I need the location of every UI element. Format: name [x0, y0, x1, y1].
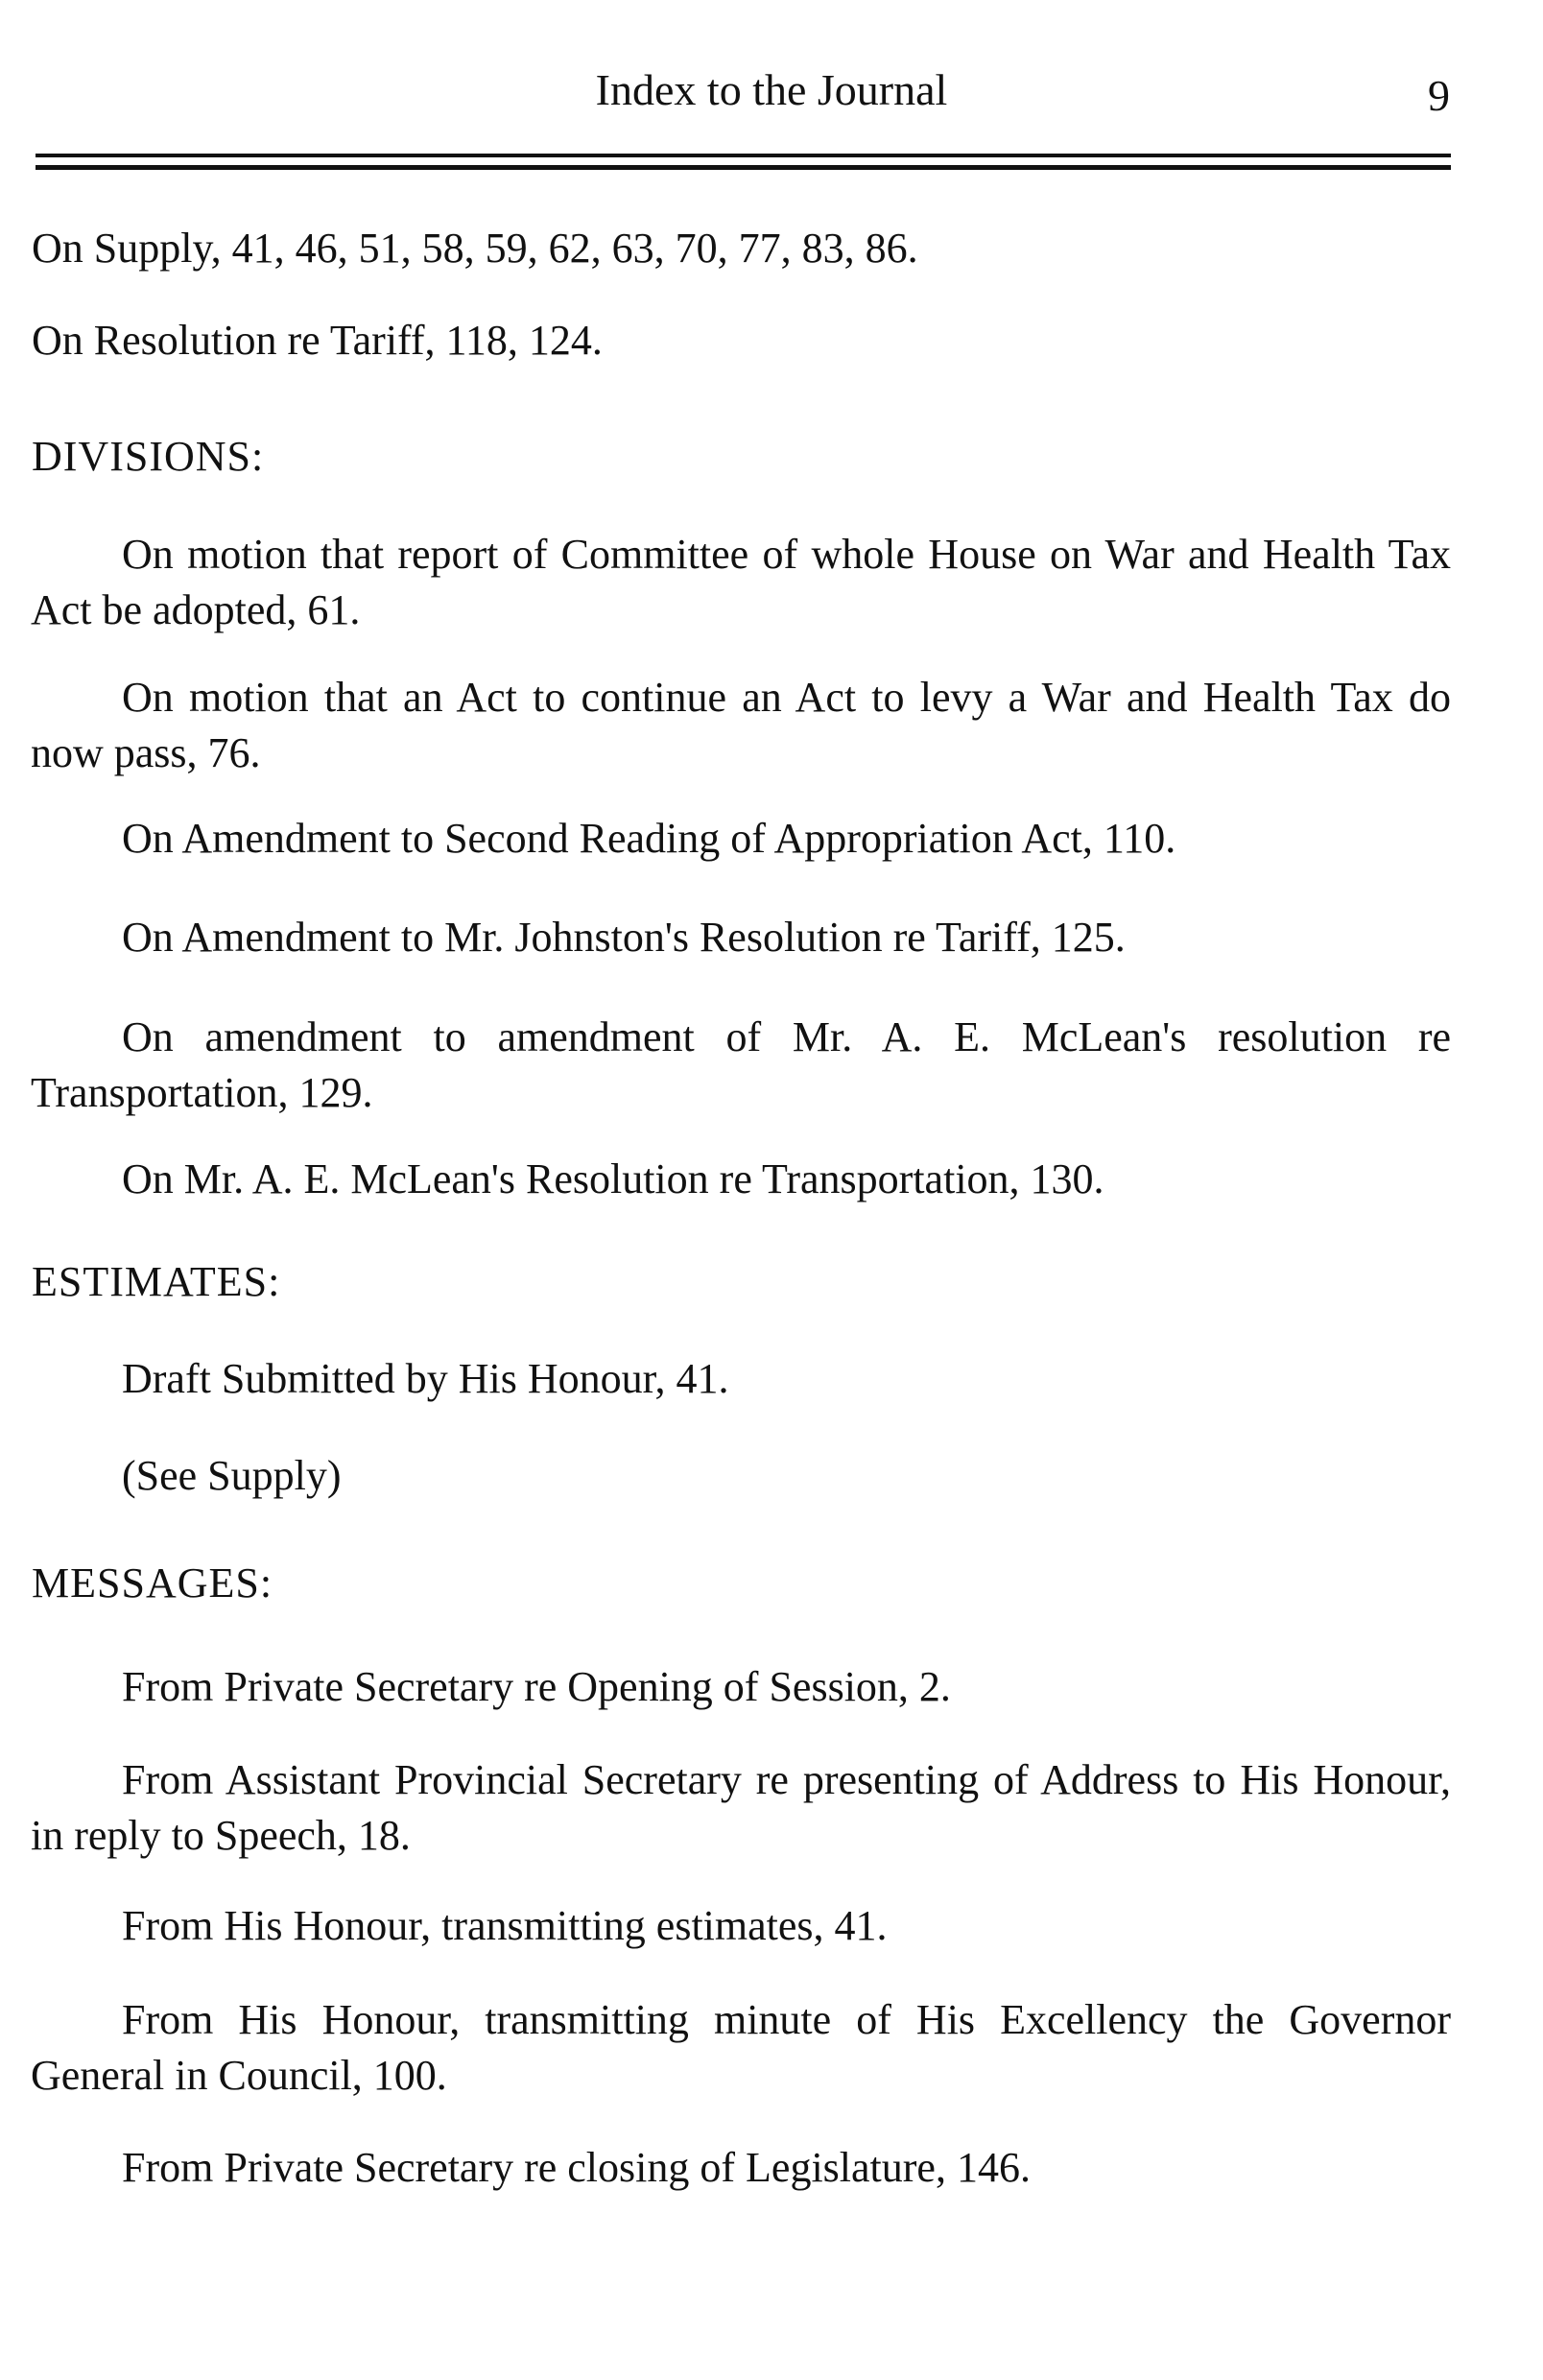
section-heading-messages: MESSAGES: [32, 1559, 273, 1606]
message-entry-transmitting-estimates: From His Honour, transmitting estimates, 41. [122, 1902, 888, 1949]
estimates-entry-draft: Draft Submitted by His Honour, 41. [122, 1355, 729, 1402]
division-entry-mclean-transportation: On Mr. A. E. McLean's Resolution re Transportation, 130. [122, 1155, 1104, 1202]
index-entry-resolution-tariff: On Resolution re Tariff, 118, 124. [32, 317, 603, 364]
section-heading-divisions: DIVISIONS: [32, 433, 265, 480]
division-entry-johnston-tariff: On Amendment to Mr. Johnston's Resolution re Tariff, 125. [122, 914, 1126, 961]
page-number: 9 [1428, 71, 1450, 120]
message-entry-governor-general: From His Honour, transmitting minute of His Excellency the Governor General in Council, 100. [31, 1996, 1451, 2099]
message-entry-opening-session: From Private Secretary re Opening of Session, 2. [122, 1663, 951, 1710]
division-entry-war-health-report: On motion that report of Committee of whole House on War and Health Tax Act be adopted, 61. [31, 531, 1451, 633]
running-header-title: Index to the Journal [595, 65, 948, 114]
message-entry-closing-legislature: From Private Secretary re closing of Legislature, 146. [122, 2144, 1031, 2191]
division-entry-war-health-act: On motion that an Act to continue an Act to levy a War and Health Tax do now pass, 76. [31, 674, 1451, 776]
division-entry-mclean-amendment: On amendment to amendment of Mr. A. E. McLean's resolution re Transportation, 129. [31, 1013, 1451, 1116]
section-heading-estimates: ESTIMATES: [32, 1258, 281, 1305]
message-entry-address-reply: From Assistant Provincial Secretary re presenting of Address to His Honour, in reply to Speech, 18. [31, 1756, 1451, 1859]
division-entry-appropriation-act: On Amendment to Second Reading of Appropriation Act, 110. [122, 815, 1176, 862]
header-rule-thick [36, 165, 1451, 170]
index-entry-on-supply: On Supply, 41, 46, 51, 58, 59, 62, 63, 70, 77, 83, 86. [32, 225, 918, 272]
header-rule-thin [36, 154, 1451, 157]
estimates-entry-see-supply: (See Supply) [122, 1452, 342, 1499]
